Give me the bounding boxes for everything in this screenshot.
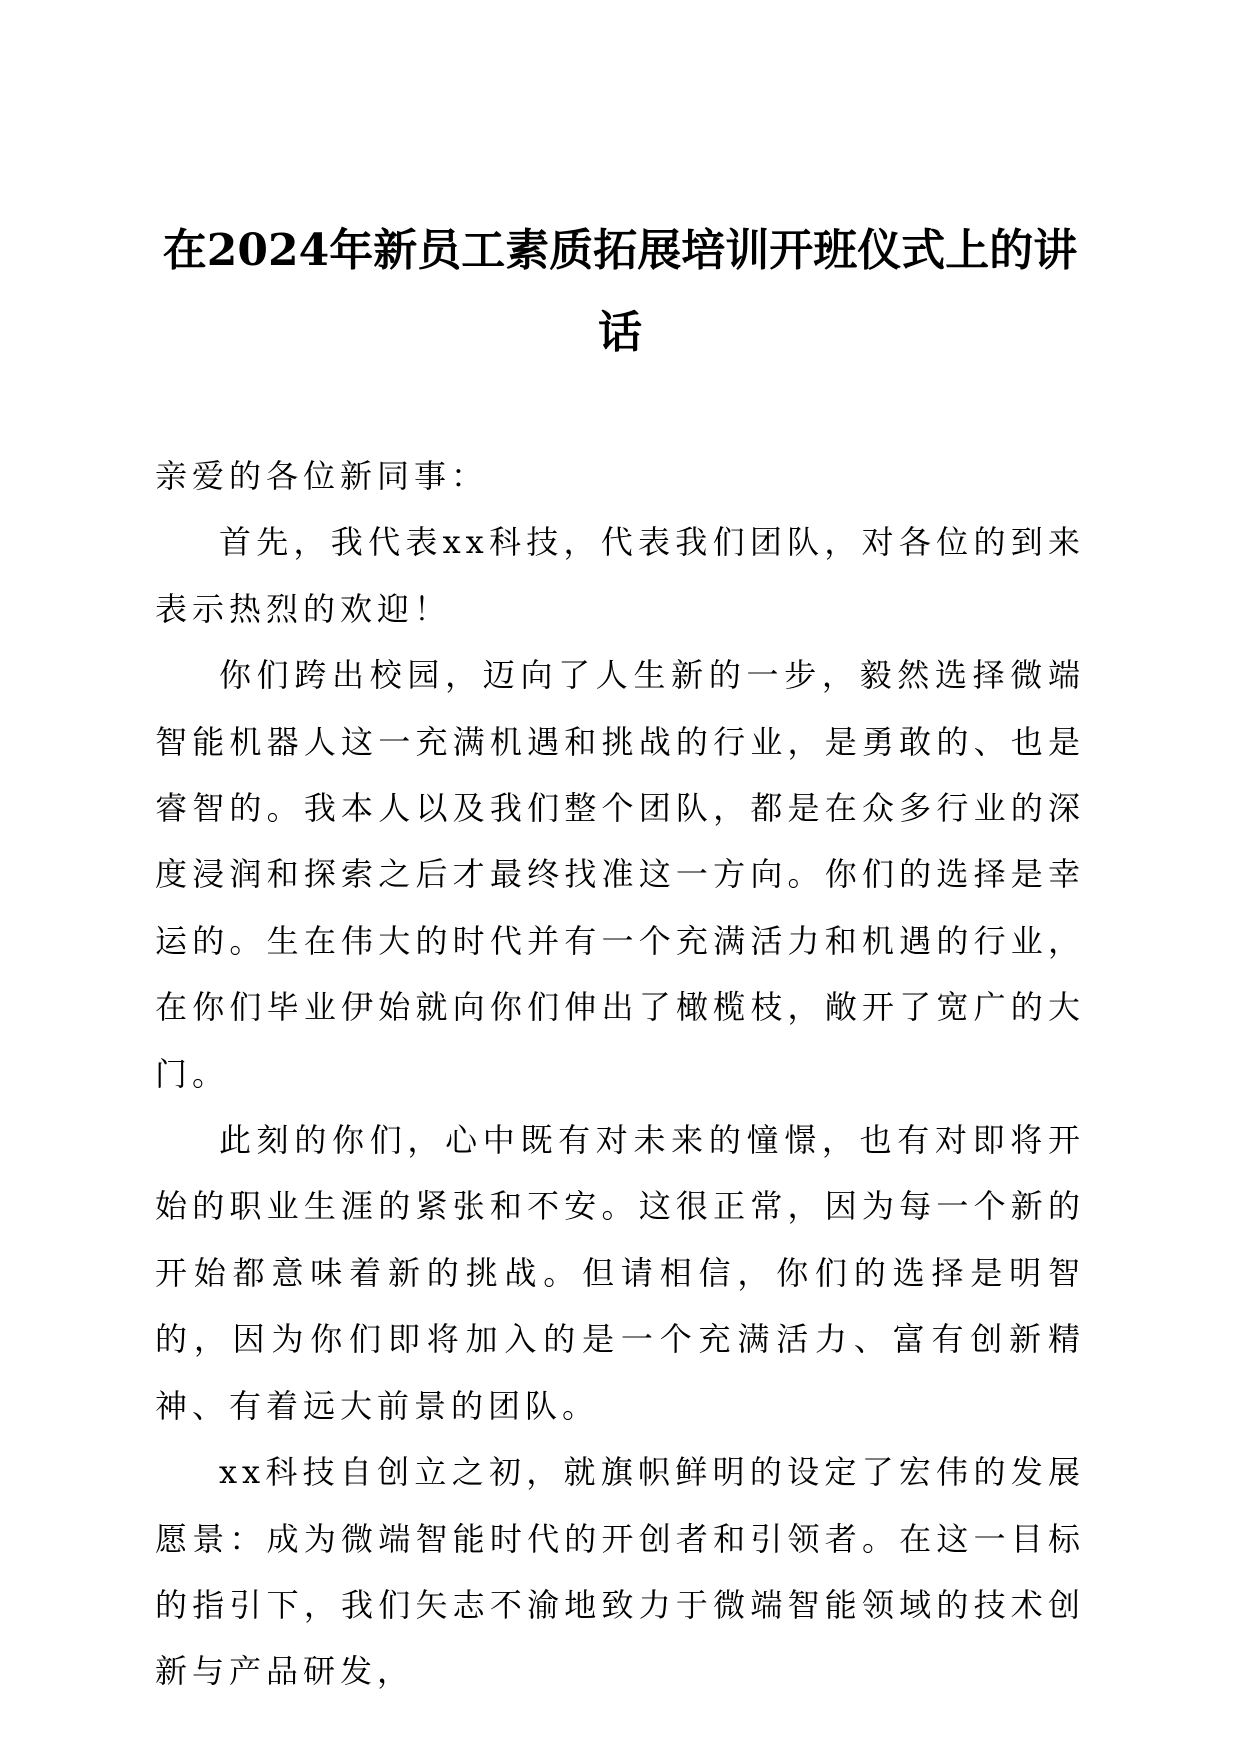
paragraph: 此刻的你们，心中既有对未来的憧憬，也有对即将开始的职业生涯的紧张和不安。这很正常，因为每一个新的开始都意味着新的挑战。但请相信，你们的选择是明智的，因为你们即将加入的是一个充满活力、富有创新精神、有着远大前景的团队。 — [155, 1121, 1085, 1425]
salutation: 亲爱的各位新同事： — [155, 457, 489, 495]
document-title: 在2024年新员工素质拓展培训开班仪式上的讲话 — [162, 225, 1078, 358]
paragraph: 你们跨出校园，迈向了人生新的一步，毅然选择微端智能机器人这一充满机遇和挑战的行业，是勇敢的、也是睿智的。我本人以及我们整个团队，都是在众多行业的深度浸润和探索之后才最终找准这一方向。你们的选择是幸运的。生在伟大的时代并有一个充满活力和机遇的行业，在你们毕业伊始就向你们伸出了橄榄枝，敞开了宽广的大门。 — [155, 656, 1085, 1093]
paragraph: xx科技自创立之初，就旗帜鲜明的设定了宏伟的发展愿景：成为微端智能时代的开创者和引领者。在这一目标的指引下，我们矢志不渝地致力于微端智能领域的技术创新与产品研发， — [155, 1453, 1085, 1691]
document-body — [155, 443, 1085, 1705]
paragraph: 首先，我代表xx科技，代表我们团队，对各位的到来表示热烈的欢迎！ — [155, 523, 1085, 628]
